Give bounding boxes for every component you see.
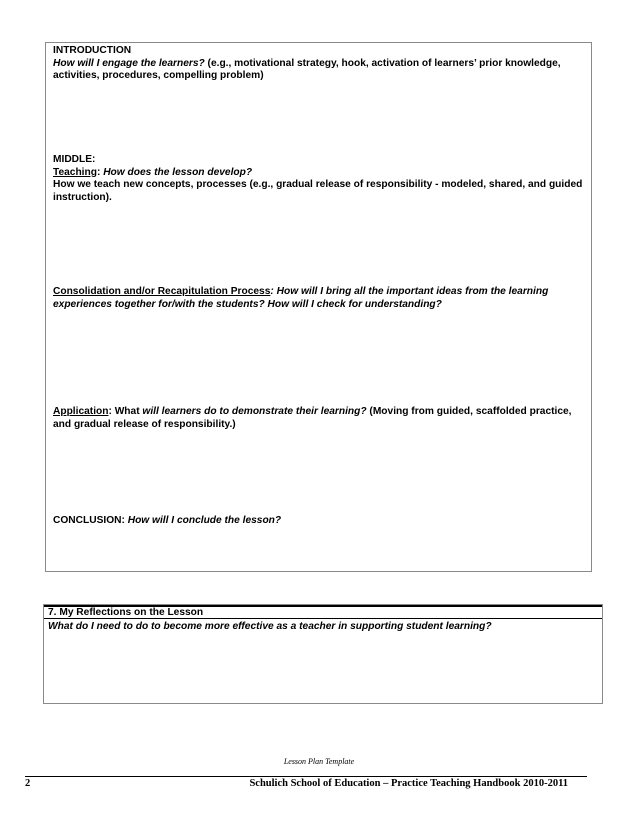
consolidation-question: How will I bring all the important ideas from the learning experiences together for/with the students? How will I check for understanding? [53,286,549,310]
lesson-body-box [45,42,592,572]
teaching-label: Teaching [53,166,97,178]
application-colon: : What [108,406,143,417]
page-number: 2 [25,778,31,789]
application-detail: (Moving from guided, scaffolded practice, and gradual release of responsibility.) [53,406,572,430]
footer-divider [25,776,587,777]
introduction-question: How will I engage the learners? [53,57,205,69]
introduction-detail: (e.g., motivational strategy, hook, activation of learners’ prior knowledge, activities, procedures, compelling problem) [53,57,561,81]
reflections-box [43,604,603,704]
consolidation-label: Consolidation and/or Recapitulation Process [53,286,271,297]
teaching-colon: : [96,166,104,178]
consolidation-colon: : [270,286,277,297]
teaching-detail: How we teach new concepts, processes (e.g., gradual release of responsibility - modeled, shared, and guided instruction). [53,179,583,203]
footer-caption: Lesson Plan Template [283,757,355,766]
introduction-heading: INTRODUCTION [53,45,132,56]
reflections-heading: 7. My Reflections on the Lesson [44,605,602,619]
teaching-line [53,167,585,180]
middle-heading: MIDDLE: [53,154,96,165]
application-label: Application [53,406,109,417]
introduction-prompt [53,58,585,83]
conclusion-question: How will I conclude the lesson? [127,515,282,526]
introduction-section [53,45,585,83]
footer-source: Schulich School of Education – Practice Teaching Handbook 2010-2011 [249,778,568,789]
consolidation-section [53,286,585,311]
reflections-question: What do I need to do to become more effective as a teacher in supporting student learning? [48,621,492,632]
teaching-question: How does the lesson develop? [103,166,253,178]
conclusion-label: CONCLUSION: [53,515,128,526]
conclusion-section [53,515,585,528]
application-question: will learners do to demonstrate their learning? [142,406,367,417]
application-section [53,406,585,431]
middle-section [53,154,585,204]
